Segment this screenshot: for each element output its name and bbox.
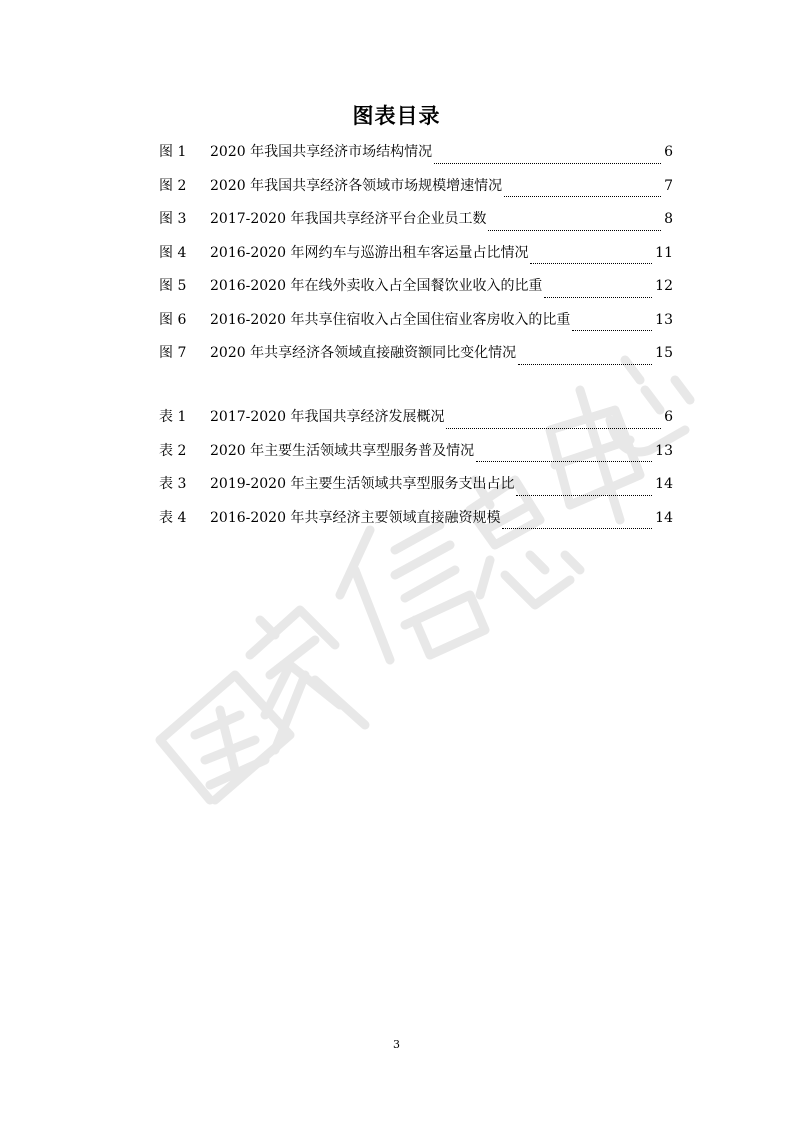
entry-page: 15 (655, 345, 673, 361)
dot-leader (476, 460, 652, 462)
page-title: 图表目录 (352, 104, 441, 128)
entry-number: 表 1 (159, 409, 187, 425)
entry-title: 2016-2020 年共享住宿收入占全国住宿业客房收入的比重 (210, 311, 571, 328)
entry-page: 13 (655, 311, 673, 328)
dot-leader (572, 329, 652, 331)
entry-title: 2020 年我国共享经济各领域市场规模增速情况 (210, 177, 503, 194)
entry-page: 12 (655, 278, 673, 294)
watermark (140, 330, 700, 830)
dot-leader (446, 427, 661, 429)
entry-title: 2016-2020 年在线外卖收入占全国餐饮业收入的比重 (210, 278, 543, 294)
dot-leader (488, 229, 661, 231)
toc-entry-figure-7[interactable] (159, 342, 673, 376)
toc-entry-figure-4[interactable] (159, 242, 673, 276)
dot-leader (530, 262, 652, 264)
dot-leader (504, 195, 661, 197)
toc-entry-table-3[interactable] (159, 473, 673, 507)
entry-page: 13 (655, 442, 673, 459)
entry-page: 11 (655, 244, 673, 261)
dot-leader (518, 363, 652, 365)
entry-title: 2017-2020 年我国共享经济平台企业员工数 (210, 211, 487, 227)
dot-leader (516, 494, 652, 496)
entry-number: 图 6 (159, 311, 187, 328)
toc-entry-figure-5[interactable] (159, 275, 673, 309)
entry-number: 图 5 (159, 278, 187, 294)
entry-page: 14 (655, 476, 673, 492)
entry-number: 图 1 (159, 144, 187, 160)
toc-entry-table-4[interactable] (159, 507, 673, 541)
toc-entry-figure-1[interactable] (159, 141, 673, 175)
entry-number: 图 7 (159, 345, 187, 361)
entry-number: 表 3 (159, 476, 187, 492)
toc-entry-figure-2[interactable] (159, 175, 673, 209)
page-number: 3 (393, 1038, 400, 1051)
entry-title: 2020 年主要生活领域共享型服务普及情况 (210, 442, 475, 459)
entry-number: 图 2 (159, 177, 187, 194)
entry-title: 2017-2020 年我国共享经济发展概况 (210, 409, 445, 425)
entry-number: 表 2 (159, 442, 187, 459)
toc-entry-figure-3[interactable] (159, 208, 673, 242)
entry-number: 图 4 (159, 244, 187, 261)
toc-entry-figure-6[interactable] (159, 309, 673, 343)
entry-page: 6 (664, 409, 673, 425)
entry-title: 2016-2020 年网约车与巡游出租车客运量占比情况 (210, 244, 529, 261)
entry-title: 2016-2020 年共享经济主要领域直接融资规模 (210, 509, 501, 526)
entry-page: 8 (664, 211, 673, 227)
entry-page: 14 (655, 509, 673, 526)
dot-leader (434, 162, 661, 164)
table-list (159, 406, 673, 540)
entry-title: 2020 年我国共享经济市场结构情况 (210, 144, 433, 160)
entry-page: 7 (664, 177, 673, 194)
dot-leader (502, 527, 652, 529)
figure-list (159, 141, 673, 376)
entry-number: 表 4 (159, 509, 187, 526)
entry-title: 2020 年共享经济各领域直接融资额同比变化情况 (210, 345, 517, 361)
toc-entry-table-2[interactable] (159, 440, 673, 474)
entry-number: 图 3 (159, 211, 187, 227)
toc-entry-table-1[interactable] (159, 406, 673, 440)
dot-leader (544, 296, 652, 298)
entry-page: 6 (664, 144, 673, 160)
entry-title: 2019-2020 年主要生活领域共享型服务支出占比 (210, 476, 515, 492)
